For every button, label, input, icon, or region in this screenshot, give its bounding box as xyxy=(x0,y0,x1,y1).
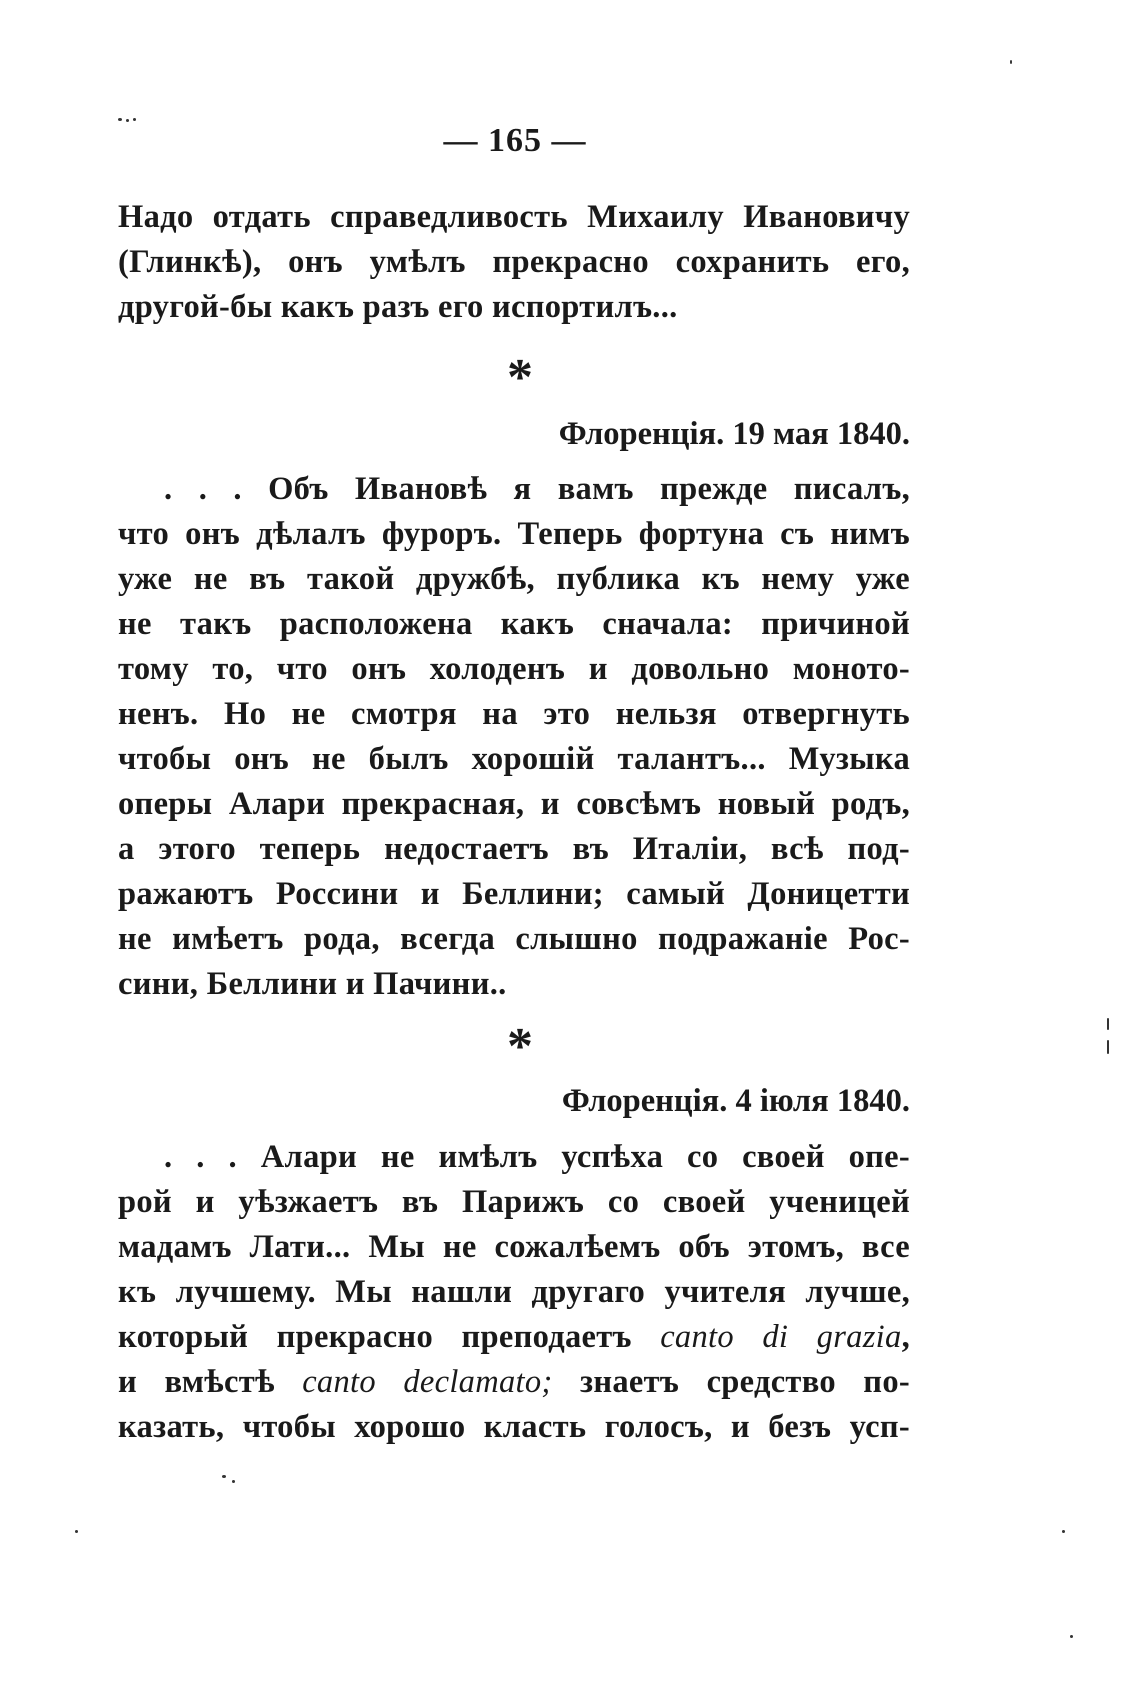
text-line: Надо отдать справедливость Михаилу Ивановичу xyxy=(118,199,910,235)
page-number: — 165 — xyxy=(443,122,587,159)
text-line: къ лучшему. Мы нашли другаго учителя лучше, xyxy=(118,1274,910,1310)
italic-term: canto declamato; xyxy=(302,1364,553,1400)
section-separator-asterisk: * xyxy=(507,349,533,406)
text-line: тому то, что онъ холоденъ и довольно моното- xyxy=(118,651,910,687)
text-line: ражаютъ Россини и Беллини; самый Доницетти xyxy=(118,876,910,912)
scan-speck xyxy=(1010,60,1012,64)
scan-speck xyxy=(1070,1635,1073,1638)
scan-speck xyxy=(118,118,122,121)
text-line: мадамъ Лати... Мы не сожалѣемъ объ этомъ, все xyxy=(118,1229,910,1265)
text-line: чтобы онъ не былъ хорошій талантъ... Музыка xyxy=(118,741,910,777)
text-line: что онъ дѣлалъ фуроръ. Теперь фортуна съ нимъ xyxy=(118,516,910,552)
text-line: оперы Алари прекрасная, и совсѣмъ новый родъ, xyxy=(118,786,910,822)
text-line: . . . Объ Ивановѣ я вамъ прежде писалъ, xyxy=(164,471,910,507)
text-run: , xyxy=(901,1319,910,1355)
scan-speck xyxy=(75,1530,78,1533)
scan-speck xyxy=(222,1475,226,1478)
scan-speck xyxy=(1062,1530,1065,1533)
text-run: знаетъ средство по- xyxy=(552,1364,910,1400)
text-line: (Глинкѣ), онъ умѣлъ прекрасно сохранить его, xyxy=(118,244,910,280)
text-line: рой и уѣзжаетъ въ Парижъ со своей ученицей xyxy=(118,1184,910,1220)
text-line: казать, чтобы хорошо класть голосъ, и безъ усп- xyxy=(118,1409,910,1445)
text-line: другой-бы какъ разъ его испортилъ... xyxy=(118,289,678,325)
scan-speck xyxy=(232,1480,235,1483)
text-line: сини, Беллини и Пачини.. xyxy=(118,966,507,1002)
scan-speck xyxy=(133,118,136,121)
text-line: уже не въ такой дружбѣ, публика къ нему уже xyxy=(118,561,910,597)
text-run: и вмѣстѣ xyxy=(118,1364,303,1400)
letter-dateline: Флоренція. 4 іюля 1840. xyxy=(561,1083,910,1119)
letter-dateline: Флоренція. 19 мая 1840. xyxy=(558,416,910,452)
paragraph-2 xyxy=(118,467,910,1007)
paragraph-1 xyxy=(118,195,910,330)
text-run: который прекрасно преподаетъ xyxy=(118,1319,661,1355)
scan-speck xyxy=(1107,1018,1109,1030)
text-line: ненъ. Но не смотря на это нельзя отвергнуть xyxy=(118,696,910,732)
section-separator-asterisk: * xyxy=(507,1018,533,1075)
text-line xyxy=(118,1360,910,1405)
italic-term: canto di grazia xyxy=(660,1319,902,1355)
text-line xyxy=(118,1315,910,1360)
paragraph-3 xyxy=(118,1135,910,1450)
text-line: . . . Алари не имѣлъ успѣха со своей опе- xyxy=(164,1139,910,1175)
text-line: а этого теперь недостаетъ въ Италіи, всѣ под- xyxy=(118,831,910,867)
text-line: не имѣетъ рода, всегда слышно подражаніе Рос- xyxy=(118,921,910,957)
scan-speck xyxy=(1107,1040,1109,1054)
text-line: не такъ расположена какъ сначала: причиной xyxy=(118,606,910,642)
